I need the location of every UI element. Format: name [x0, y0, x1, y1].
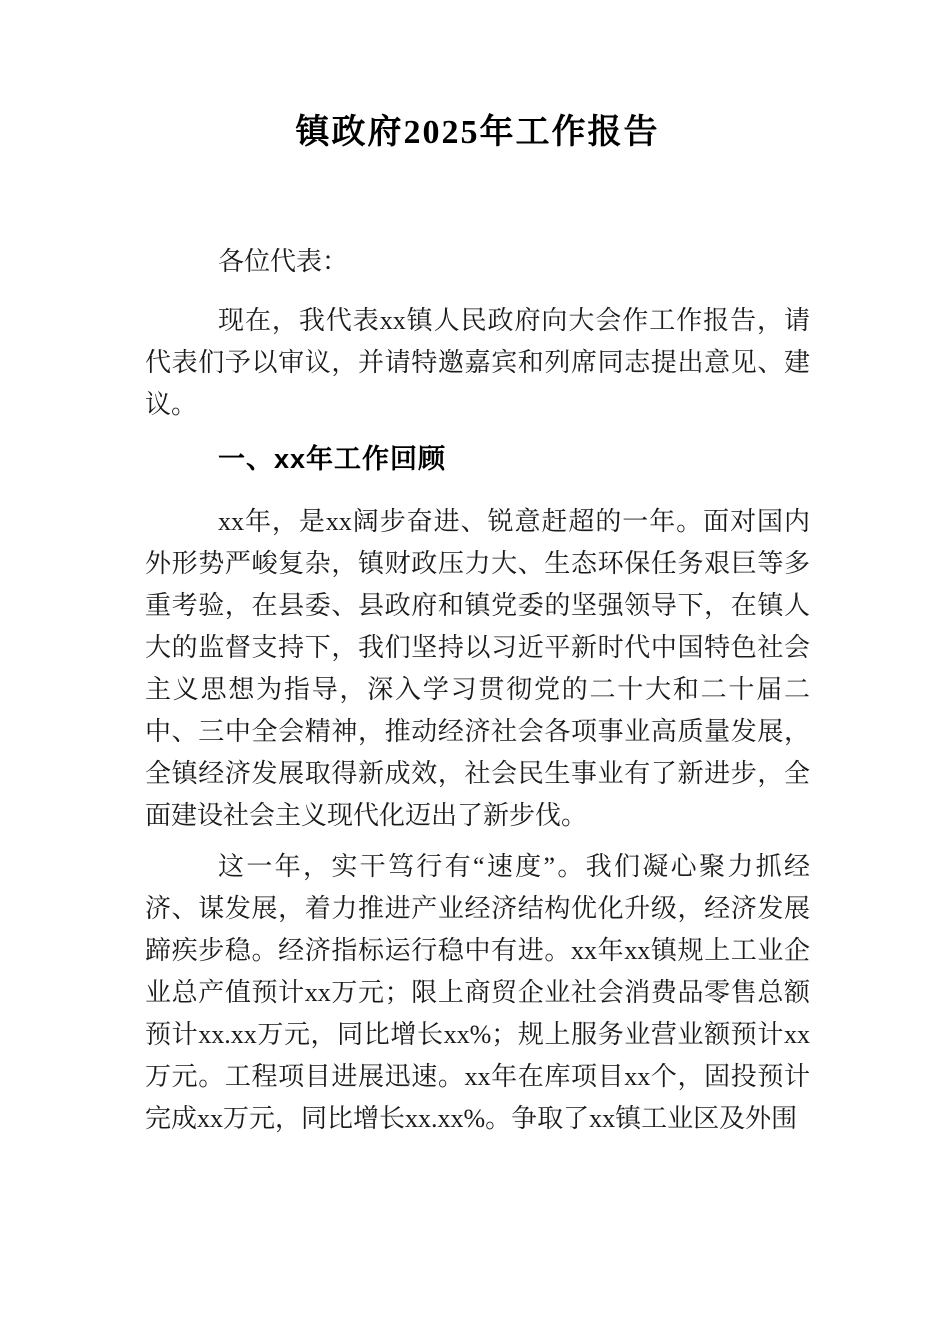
document-page — [0, 109, 950, 1339]
salutation-line: 各位代表： — [218, 247, 349, 276]
section-1-review-paragraph: xx年，是xx阔步奋进、锐意赶超的一年。面对国内外形势严峻复杂，镇财政压力大、生态环保任务艰巨等多重考验，在县委、县政府和镇党委的坚强领导下，在镇人大的监督支持下，我们坚持以习近平新时代中国特色社会主义思想为指导，深入学习贯彻党的二十大和二十届二中、三中全会精神，推动经济社会各项事业高质量发展，全镇经济发展取得新成效，社会民生事业有了新进步，全面建设社会主义现代化迈出了新步伐。 — [145, 507, 810, 830]
section-1-economy-paragraph: 这一年，实干笃行有“速度”。我们凝心聚力抓经济、谋发展，着力推进产业经济结构优化升级，经济发展蹄疾步稳。经济指标运行稳中有进。xx年xx镇规上工业企业总产值预计xx万元；限上商贸企业社会消费品零售总额预计xx.xx万元，同比增长xx%；规上服务业营业额预计xx万元。工程项目进展迅速。xx年在库项目xx个，固投预计完成xx万元，同比增长xx.xx%。争取了xx镇工业区及外围 — [145, 852, 810, 1133]
document-title: 镇政府2025年工作报告 — [295, 114, 660, 151]
intro-paragraph: 现在，我代表xx镇人民政府向大会作工作报告，请代表们予以审议，并请特邀嘉宾和列席同志提出意见、建议。 — [145, 306, 810, 419]
section-1-heading: 一、xx年工作回顾 — [218, 444, 447, 474]
